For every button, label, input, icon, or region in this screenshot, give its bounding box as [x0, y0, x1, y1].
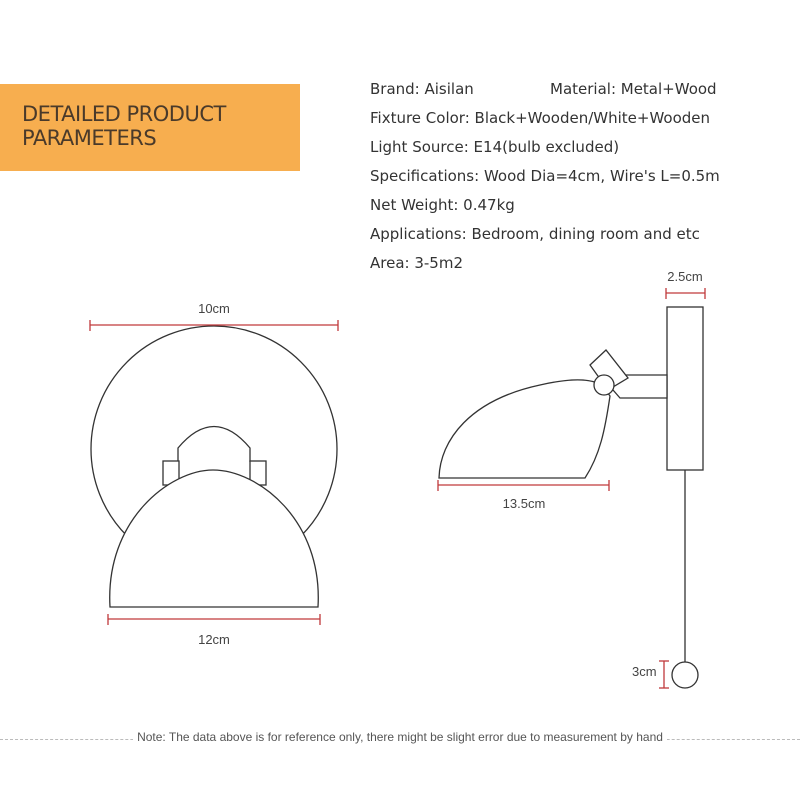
- spec-material: Material: Metal+Wood: [550, 80, 717, 98]
- bracket: [178, 427, 250, 463]
- dimension-side-length: [438, 480, 609, 511]
- dimension-side-depth: [666, 269, 705, 299]
- spec-specifications: Specifications: Wood Dia=4cm, Wire's L=0.5m: [370, 167, 720, 185]
- wall-mount: [667, 307, 703, 470]
- pull-knob: [672, 662, 698, 688]
- footer-note: [0, 730, 800, 744]
- dimension-label: 10cm: [198, 301, 230, 316]
- dimension-shade-width: [108, 614, 320, 647]
- dimension-label: 13.5cm: [502, 496, 546, 511]
- lamp-shade-side: [439, 380, 610, 478]
- spec-fixture-color: Fixture Color: Black+Wooden/White+Wooden: [370, 109, 711, 127]
- front-view: [91, 326, 337, 607]
- dimension-label: 2.5cm: [667, 269, 703, 284]
- side-view: [439, 307, 703, 688]
- spec-net-weight: Net Weight: 0.47kg: [370, 196, 515, 214]
- pivot-knob: [594, 375, 614, 395]
- dimension-label: 12cm: [198, 632, 230, 647]
- page-title: DETAILED PRODUCT PARAMETERS: [22, 102, 226, 150]
- spec-light-source: Light Source: E14(bulb excluded): [370, 138, 620, 156]
- dimension-knob: [632, 661, 669, 688]
- dimension-label: 3cm: [632, 664, 657, 679]
- spec-area: Area: 3-5m2: [370, 254, 463, 272]
- spec-applications: Applications: Bedroom, dining room and etc: [370, 225, 700, 243]
- lamp-shade-front: [110, 470, 319, 607]
- footer-note-text: Note: The data above is for reference only, there might be slight error due to measurement by hand: [133, 730, 667, 744]
- spec-brand: Brand: Aisilan: [370, 80, 474, 98]
